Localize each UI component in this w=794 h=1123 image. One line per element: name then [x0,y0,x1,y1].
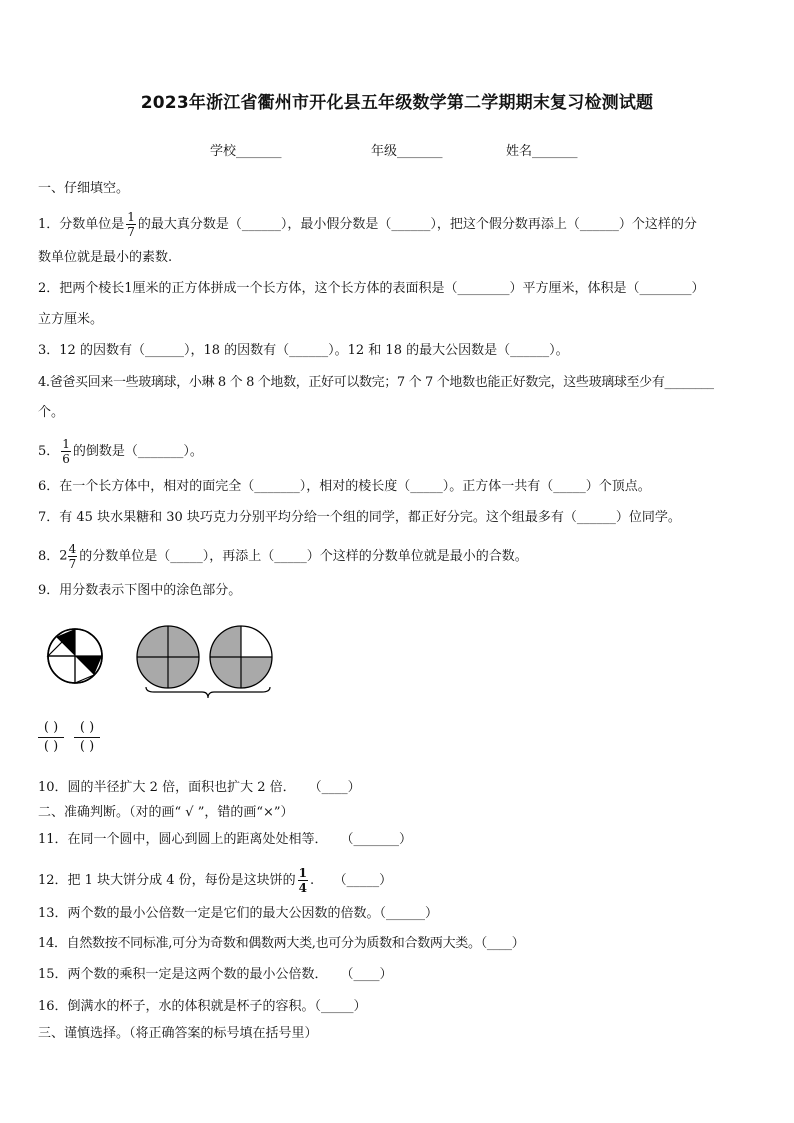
question-3: 3．12 的因数有（______），18 的因数有（______）。12 和 18 的最大公因数是（______）。 [38,343,569,358]
fraction: $\frac{1}{4}$ [298,866,307,895]
question-4: 4.爸爸买回来一些玻璃球，小琳 8 个 8 个地数，正好可以数完；7 个 7 个地数也能正好数完，这些玻璃球至少有________ [38,375,714,390]
question-8: 8．2 $\frac{4}{7}$ 的分数单位是（_____），再添上（_____）个这样的分数单位就是最小的合数。 [38,542,528,571]
grade-field[interactable]: 年级_______ [371,144,443,159]
section-2-heading: 二、准确判断。（对的画“ √ ”，错的画“×”） [38,805,294,820]
answer-fraction-2[interactable]: ( ) ( ) [74,719,100,756]
circle-half-gray-icon [207,624,275,690]
question-2: 2．把两个棱长1厘米的正方体拼成一个长方体，这个长方体的表面积是（________）平方厘米，体积是（________） [38,281,705,296]
question-16: 16．倒满水的杯子，水的体积就是杯子的容积。（_____） [38,999,367,1014]
question-5: 5． $\frac{1}{6}$ 的倒数是（_______）。 [38,437,203,466]
question-9: 9．用分数表示下图中的涂色部分。 [38,583,242,598]
school-field[interactable]: 学校_______ [210,144,282,159]
question-14: 14．自然数按不同标准,可分为奇数和偶数两大类,也可分为质数和合数两大类。（____） [38,936,525,951]
question-1: 1．分数单位是 $\frac{1}{7}$ 的最大真分数是（______），最小假分数是（______），把这个假分数再添上（______）个这样的分 [38,210,697,239]
answer-fraction-1[interactable]: ( ) ( ) [38,719,64,756]
question-1-cont: 数单位就是最小的素数. [38,250,173,265]
circle-three-quarter-gray-icon [134,624,202,690]
section-1-heading: 一、仔细填空。 [38,181,130,196]
question-2-cont: 立方厘米。 [38,312,104,327]
fraction: $\frac{1}{7}$ [127,210,135,239]
circle-quarter-shaded-icon [46,626,104,686]
name-field[interactable]: 姓名_______ [506,144,578,159]
question-7: 7．有 45 块水果糖和 30 块巧克力分别平均分给一个组的同学，都正好分完。这个组最多有（______）位同学。 [38,510,681,525]
brace-icon [144,686,272,700]
question-10: 10．圆的半径扩大 2 倍，面积也扩大 2 倍． （____） [38,780,361,795]
section-3-heading: 三、谨慎选择。（将正确答案的标号填在括号里） [38,1026,318,1041]
question-12: 12．把 1 块大饼分成 4 份，每份是这块饼的 $\frac{1}{4}$ . （_____） [38,866,393,895]
mixed-number: 2 $\frac{4}{7}$ [59,542,77,571]
question-4-cont: 个。 [38,405,65,420]
fraction: $\frac{1}{6}$ [62,437,70,466]
question-15: 15．两个数的乘积一定是这两个数的最小公倍数． （____） [38,967,393,982]
page-title: 2023年浙江省衢州市开化县五年级数学第二学期期末复习检测试题 [140,93,654,113]
question-13: 13．两个数的最小公倍数一定是它们的最大公因数的倍数。（______） [38,906,439,921]
question-11: 11．在同一个圆中，圆心到圆上的距离处处相等． （_______） [38,832,413,847]
question-6: 6．在一个长方体中，相对的面完全（_______），相对的棱长度（_____）。正方体一共有（_____）个顶点。 [38,479,651,494]
